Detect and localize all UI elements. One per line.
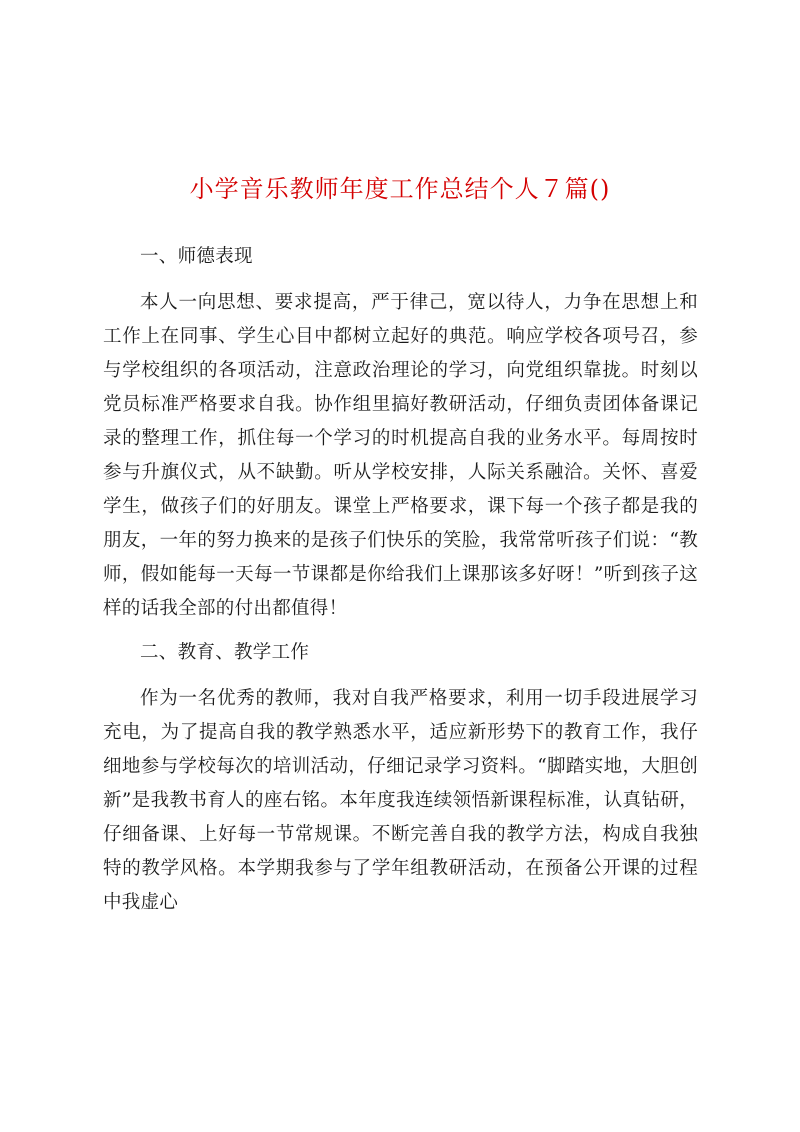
section-heading-ethics: 一、师德表现 — [140, 246, 253, 267]
section-heading-teaching: 二、教育、教学工作 — [140, 642, 310, 663]
section-paragraph-ethics: 本人一向思想、要求提高，严于律己，宽以待人，力争在思想上和工作上在同事、学生心目中都树立起好的典范。响应学校各项号召，参与学校组织的各项活动，注意政治理论的学习，向党组织靠拢。时刻以党员标准严格要求自我。协作组里搞好教研活动，仔细负责团体备课记录的整理工作，抓住每一个学习的时机提高自我的业务水平。每周按时参与升旗仪式，从不缺勤。听从学校安排，人际关系融洽。关怀、喜爱学生，做孩子们的好朋友。课堂上严格要求，课下每一个孩子都是我的朋友，一年的努力换来的是孩子们快乐的笑脸，我常常听孩子们说：“教师，假如能每一天每一节课都是你给我们上课那该多好呀！”听到孩子这样的话我全部的付出都值得！ — [103, 292, 698, 619]
document-body — [103, 240, 698, 930]
document-title: 小学音乐教师年度工作总结个人７篇() — [189, 175, 611, 203]
section-paragraph-teaching: 作为一名优秀的教师，我对自我严格要求，利用一切手段进展学习充电，为了提高自我的教学熟悉水平，适应新形势下的教育工作，我仔细地参与学校每次的培训活动，仔细记录学习资料。“脚踏实地，大胆创新”是我教书育人的座右铭。本年度我连续领悟新课程标准，认真钻研，仔细备课、上好每一节常规课。不断完善自我的教学方法，构成自我独特的教学风格。本学期我参与了学年组教研活动，在预备公开课的过程中我虚心 — [103, 688, 698, 913]
